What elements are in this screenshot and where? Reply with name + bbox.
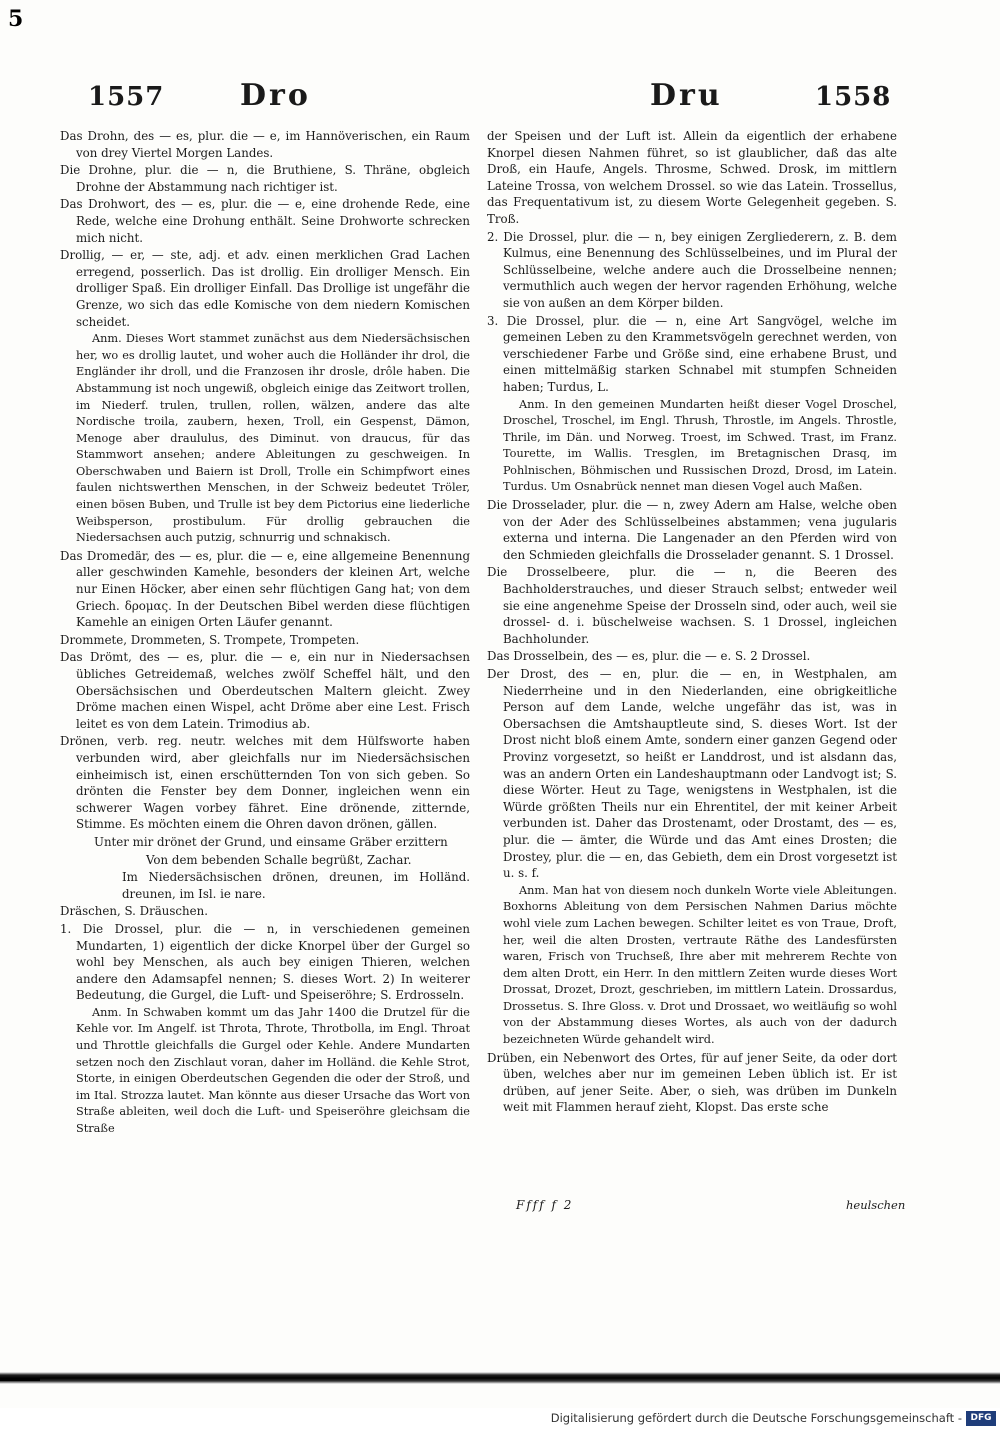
signature-mark: Ffff f 2	[516, 1198, 574, 1212]
dictionary-entry: Drommete, Drommeten, S. Trompete, Trompeten.	[60, 632, 360, 647]
annotation-paragraph: Anm. In Schwaben kommt um das Jahr 1400 die Drutzel für die Kehle vor. Im Angelf. ist Throta, Throte, Throtbolla, im Engl. Throat und Throttle gleichfalls die Gurgel oder Kehle. Andere Mundarten setzen noch den Zischlaut voran, daher im Holländ. die Kehle Strot, Storte, in einigen Oberdeutschen Gegenden die oder der Stroß, und im Ital. Strozza lautet. Man könnte aus dieser Ursache das Wort von Straße ableiten, weil doch die Luft- und Speiseröhre gleichsam die Straße	[76, 1005, 470, 1136]
dictionary-entry: Das Drömt, des — es, plur. die — e, ein nur in Niedersachsen übliches Getreidemaß, welches zwölf Scheffel hält, und den Obersächsischen und Oberdeutschen Maltern gleicht. Zwey Dröme machen einen Wispel, acht Dröme aber eine Lest. Frisch leitet es von dem Latein. Trimodius ab.	[60, 650, 470, 731]
annotation-paragraph: Anm. Dieses Wort stammet zunächst aus dem Niedersächsischen her, wo es drollig lautet, und woher auch die Holländer ihr drol, die Engländer ihr droll, und die Franzosen ihr drosle, drôle haben. Die Abstammung ist noch ungewiß, obgleich einige das Zeitwort trollen, im Niederf. trulen, trullen, rollen, wälzen, andere das alte Nordische troila, zaubern, hexen, Troll, ein Gespenst, Dämon, Menoge aber draululus, des Diminut. von draucus, für das Stammwort ansehen; andere Ableitungen zu geschweigen. In Oberschwaben und Baiern ist Droll, Trolle ein Schimpfwort eines faulen nichtswerthen Menschen, in der Schweiz bedeutet Tröler, einen bösen Buben, und Trulle ist bey dem Pictorius eine liederliche Weibsperson, prostibulum. Für drollig gebrauchen die Niedersachsen auch putzig, schnurrig und schnakisch.	[76, 332, 470, 545]
running-head-right: Dru	[650, 78, 723, 113]
dictionary-entry: 2. Die Drossel, plur. die — n, bey einigen Zergliederern, z. B. dem Kulmus, eine Benennung des Schlüsselbeines, und im Plural der Schlüsselbeine, welche andere auch die Drosselbeine nennen; vermuthlich auch wegen der hervor ragenden Erhöhung, welche sie von außen an dem Körper bilden.	[487, 229, 897, 310]
page-number-right: 1558	[815, 82, 892, 112]
page-number-left: 1557	[88, 82, 165, 112]
dictionary-entry: Das Drohn, des — es, plur. die — e, im Hannöverischen, ein Raum von drey Viertel Morgen Landes.	[60, 129, 470, 160]
right-column	[487, 128, 897, 1117]
running-head-left: Dro	[240, 78, 311, 113]
corner-mark: 5	[8, 6, 24, 32]
dictionary-entry: Die Drosselbeere, plur. die — n, die Beeren des Bachholderstrauches, und dieser Strauch selbst; entweder weil sie eine angenehme Speise der Drosseln sind, oder auch, weil sie drossel- d. i. büschelweise wachsen. S. 1 Drossel, ingleichen Bachholunder.	[487, 565, 897, 646]
annotation-paragraph: Anm. Man hat von diesem noch dunkeln Worte viele Ableitungen. Boxhorns Ableitung von dem Persischen Nahmen Darius möchte wohl viele zum Lachen bewegen. Schilter leitet es von Traue, Droft, her, weil die alten Drosten, vertraute Räthe des Landesfürsten waren, Frisch von Truchseß, Ihre aber mit mehrerem Rechte von dem alten Drott, ein Herr. In den mittlern Zeiten wurde dieses Wort Drossat, Drozet, Drozt, geschrieben, im mittlern Latein. Drossardus, Drossetus. S. Ihre Gloss. v. Drot und Drossaet, wo weitläufig so wohl von der Abstammung dieses Wortes, als auch von der dadurch bezeichneten Würde gehandelt wird.	[503, 883, 897, 1047]
dictionary-entry: Dräschen, S. Dräuschen.	[60, 904, 208, 919]
catchword: heulschen	[846, 1198, 906, 1212]
footer-bar	[0, 1408, 1000, 1432]
left-column	[60, 128, 470, 1139]
verse-line: Im Niedersächsischen drönen, dreunen, im Holländ. dreunen, im Isl. ie nare.	[122, 870, 470, 901]
dictionary-entry: 3. Die Drossel, plur. die — n, eine Art Sangvögel, welche im gemeinen Leben zu den Krammetsvögeln gerechnet werden, von verschiedener Farbe und Größe sind, eine erhabene Brust, und einen mittelmäßig starken Schnabel mit stumpfen Schneiden haben; Turdus, L.	[487, 313, 897, 394]
dictionary-entry: Das Dromedär, des — es, plur. die — e, eine allgemeine Benennung aller geschwinden Kamehle, besonders der kleinen Art, welche nur Einen Höcker, aber einen sehr flüchtigen Gang hat; von dem Griech. δρομας. In der Deutschen Bibel werden diese flüchtigen Kamehle an einigen Orten Läufer genannt.	[60, 548, 470, 630]
footer-credit: Digitalisierung gefördert durch die Deutsche Forschungsgemeinschaft -	[550, 1411, 962, 1425]
rule-tick	[0, 1378, 40, 1381]
dictionary-entry: Drönen, verb. reg. neutr. welches mit dem Hülfsworte haben verbunden wird, aber gleichfalls nur im Niedersächsischen einheimisch ist, einen erschütternden Ton von sich geben. So drönten die Fenster bey dem Donner, ingleichen wenn ein schwerer Wagen vorbey fähret. Eine drönende, zitternde, Stimme. Es möchten einem die Ohren davon drönen, gällen.	[60, 734, 470, 832]
verse-line: Von dem bebenden Schalle begrüßt, Zachar.	[146, 852, 412, 867]
dictionary-entry: Drüben, ein Nebenwort des Ortes, für auf jener Seite, da oder dort üben, welches aber nur im gemeinen Leben üblich ist. Er ist drüben, auf jener Seite. Aber, o sieh, was drüben im Dunkeln weit mit Flammen herauf zieht, Klopst. Das erste sche	[487, 1050, 897, 1115]
dictionary-entry: Der Drost, des — en, plur. die — en, in Westphalen, am Niederrheine und in den Niederlanden, eine obrigkeitliche Person auf dem Lande, welche ungefähr das ist, was in Obersachsen die Amtshauptleute sind, S. dieses Wort. Ist der Drost nicht bloß einem Amte, sondern einer ganzen Gegend oder Provinz vorgesetzt, so heißt er Landdrost, und ist alsdann das, was an andern Orten ein Landeshauptmann oder Landvogt ist; S. diese Wörter. Heut zu Tage, wenigstens in Westphalen, ist die Würde größten Theils nur ein Ehrentitel, der mit keiner Arbeit verbunden ist. Daher das Drostenamt, oder Drostamt, des — es, plur. die — ämter, die Würde und das Amt eines Drosten; die Drostey, plur. die — en, das Gebieth, dem ein Drost vorgesetzt ist u. s. f.	[487, 667, 897, 881]
verse-line: Unter mir drönet der Grund, und einsame Gräber erzittern	[94, 834, 448, 849]
bottom-rule	[0, 1372, 1000, 1384]
dictionary-entry: Die Drosselader, plur. die — n, zwey Adern am Halse, welche oben von der Ader des Schlüsselbeines abstammen; vena jugularis externa und interna. Die Langenader an den Pferden wird von den Schmieden gleichfalls die Drosselader genannt. S. 1 Drossel.	[487, 498, 897, 562]
dictionary-entry: der Speisen und der Luft ist. Allein da eigentlich der erhabene Knorpel diesen Nahmen führet, so ist glaublicher, daß das alte Droß, ein Haufe, Angels. Throsme, Schwed. Drosk, im mittlern Lateine Trossa, von welchem Drossel. so wie das Latein. Trossellus, das Frequentativum ist, zu diesem Worte Gelegenheit gegeben. S. Troß.	[487, 129, 897, 226]
dictionary-entry: Das Drohwort, des — es, plur. die — e, eine drohende Rede, eine Rede, welche eine Drohung enthält. Seine Drohworte schrecken mich nicht.	[60, 197, 470, 245]
dfg-logo-icon[interactable]: DFG	[966, 1411, 996, 1426]
dictionary-entry: 1. Die Drossel, plur. die — n, in verschiedenen gemeinen Mundarten, 1) eigentlich der dicke Knorpel über der Gurgel so wohl bey Menschen, als auch bey einigen Thieren, welchen andere den Adamsapfel nennen; S. dieses Wort. 2) In weiterer Bedeutung, die Gurgel, die Luft- und Speiseröhre; S. Erdrosseln.	[60, 921, 470, 1003]
dictionary-entry: Das Drosselbein, des — es, plur. die — e. S. 2 Drossel.	[487, 649, 811, 664]
dictionary-entry: Drollig, — er, — ste, adj. et adv. einen merklichen Grad Lachen erregend, posserlich. Das ist drollig. Ein drolliger Mensch. Ein drolliger Spaß. Ein drolliger Einfall. Das Drollige ist ungefähr die Grenze, wo sich das edle Komische von dem niedern Komischen scheidet.	[60, 248, 470, 329]
annotation-paragraph: Anm. In den gemeinen Mundarten heißt dieser Vogel Droschel, Droschel, Troschel, im Engl. Thrush, Throstle, im Angels. Throstle, Thrile, im Dän. und Norweg. Troest, im Schwed. Trast, im Franz. Tourette, im Wallis. Tresglen, im Bretagnischen Drasq, im Pohlnischen, Böhmischen und Russischen Drozd, Drosd, im Latein. Turdus. Um Osnabrück nennet man diesen Vogel auch Maßen.	[503, 397, 897, 494]
dictionary-entry: Die Drohne, plur. die — n, die Bruthiene, S. Thräne, obgleich Drohne der Abstammung nach richtiger ist.	[60, 163, 470, 194]
